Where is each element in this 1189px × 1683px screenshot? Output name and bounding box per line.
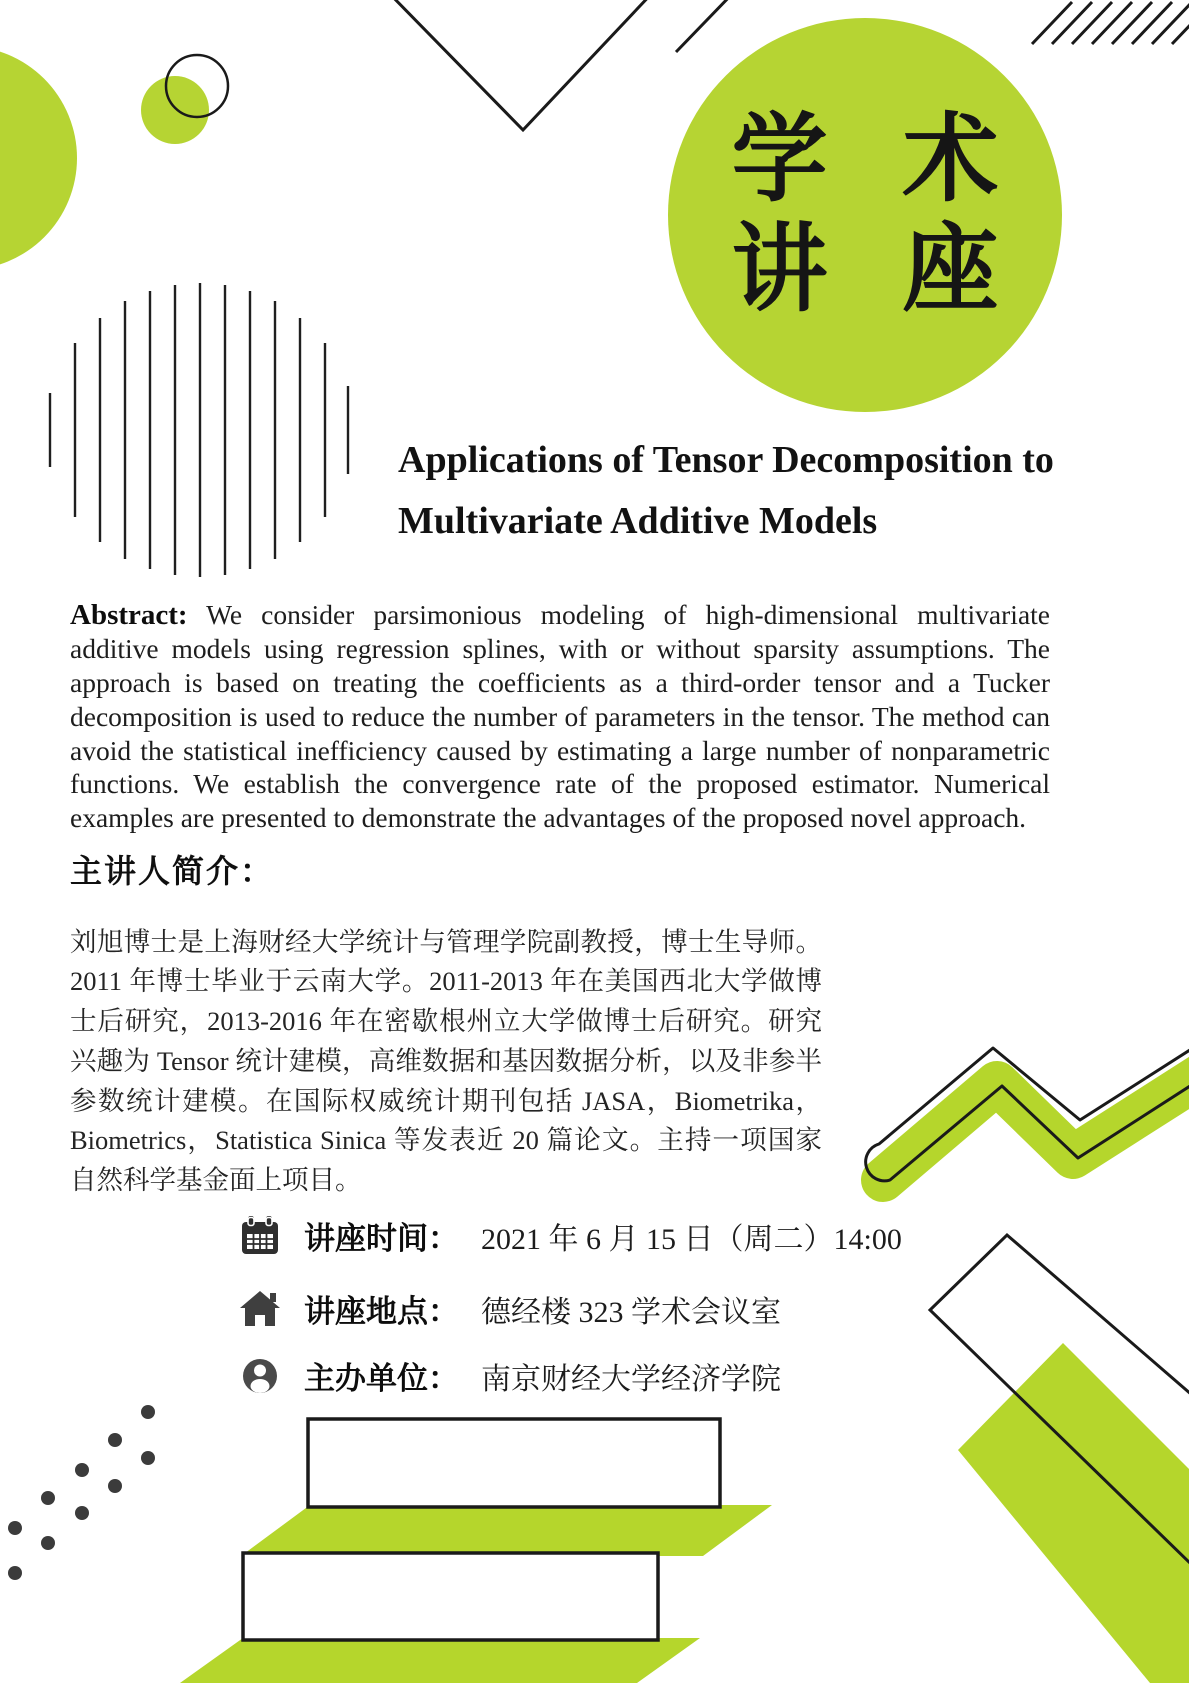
talk-title-line2: Multivariate Additive Models bbox=[398, 500, 878, 542]
small-green-circle-decoration bbox=[141, 76, 209, 144]
speaker-bio: 刘旭博士是上海财经大学统计与管理学院副教授，博士生导师。2011 年博士毕业于云南大学。2011-2013 年在美国西北大学做博士后研究，2013-2016 年在密歇根州立大学做博士后研究。研究兴趣为 Tensor 统计建模，高维数据和基因数据分析，以及非参半参数统计建模。在国际权威统计期刊包括 JASA，Biometrika，Biometrics，Statistica Sinica 等发表近 20 篇论文。主持一项国家自然科学基金面上项目。 bbox=[70, 926, 822, 1196]
calendar-icon bbox=[238, 1214, 282, 1258]
badge-text-line1: 学 术 bbox=[731, 106, 1023, 213]
detail-label-organizer: 主办单位： bbox=[304, 1361, 459, 1396]
detail-value-place: 德经楼 323 学术会议室 bbox=[481, 1295, 781, 1329]
home-icon bbox=[238, 1287, 282, 1331]
talk-title-line1: Applications of Tensor Decomposition to bbox=[398, 439, 1054, 481]
stair-green-band-lower-decoration bbox=[180, 1638, 700, 1683]
abstract-label: Abstract: bbox=[70, 598, 188, 631]
badge-text-line2: 讲 座 bbox=[731, 216, 1023, 323]
detail-label-time: 讲座时间： bbox=[304, 1221, 459, 1256]
stair-rectangle-lower-decoration bbox=[243, 1553, 658, 1640]
green-diagonal-band-decoration bbox=[958, 1343, 1189, 1683]
diagonal-line-decoration bbox=[676, 0, 734, 52]
talk-title bbox=[398, 430, 1054, 552]
abstract-paragraph bbox=[70, 598, 1050, 836]
large-green-circle-decoration bbox=[0, 46, 77, 270]
stair-green-band-upper-decoration bbox=[241, 1505, 772, 1556]
detail-value-organizer: 南京财经大学经济学院 bbox=[481, 1362, 781, 1396]
dot-grid-decoration bbox=[8, 1405, 155, 1580]
v-shape-decoration bbox=[386, 0, 655, 130]
detail-label-place: 讲座地点： bbox=[304, 1294, 459, 1329]
hatch-lines-decoration bbox=[1032, 2, 1189, 44]
abstract-body: We consider parsimonious modeling of high-dimensional multivariate additive models using regression splines, with or without sparsity assumptions. The approach is based on treating the coefficients as a third-order tensor and a Tucker decomposition is used to reduce the number of parameters in the tensor. The method can avoid the statistical inefficiency caused by estimating a large number of nonparametric functions. We establish the convergence rate of the proposed estimator. Numerical examples are presented to demonstrate the advantages of the proposed novel approach. bbox=[70, 598, 1050, 834]
detail-row-place bbox=[238, 1286, 781, 1331]
striped-circle-decoration bbox=[50, 283, 348, 577]
detail-value-time: 2021 年 6 月 15 日（周二）14:00 bbox=[481, 1222, 902, 1256]
stair-rectangle-upper-decoration bbox=[308, 1419, 720, 1507]
lecture-badge bbox=[668, 18, 1062, 412]
person-icon bbox=[238, 1354, 282, 1398]
detail-row-time bbox=[238, 1213, 902, 1258]
speaker-heading: 主讲人简介： bbox=[70, 853, 275, 889]
detail-row-organizer bbox=[238, 1353, 781, 1398]
